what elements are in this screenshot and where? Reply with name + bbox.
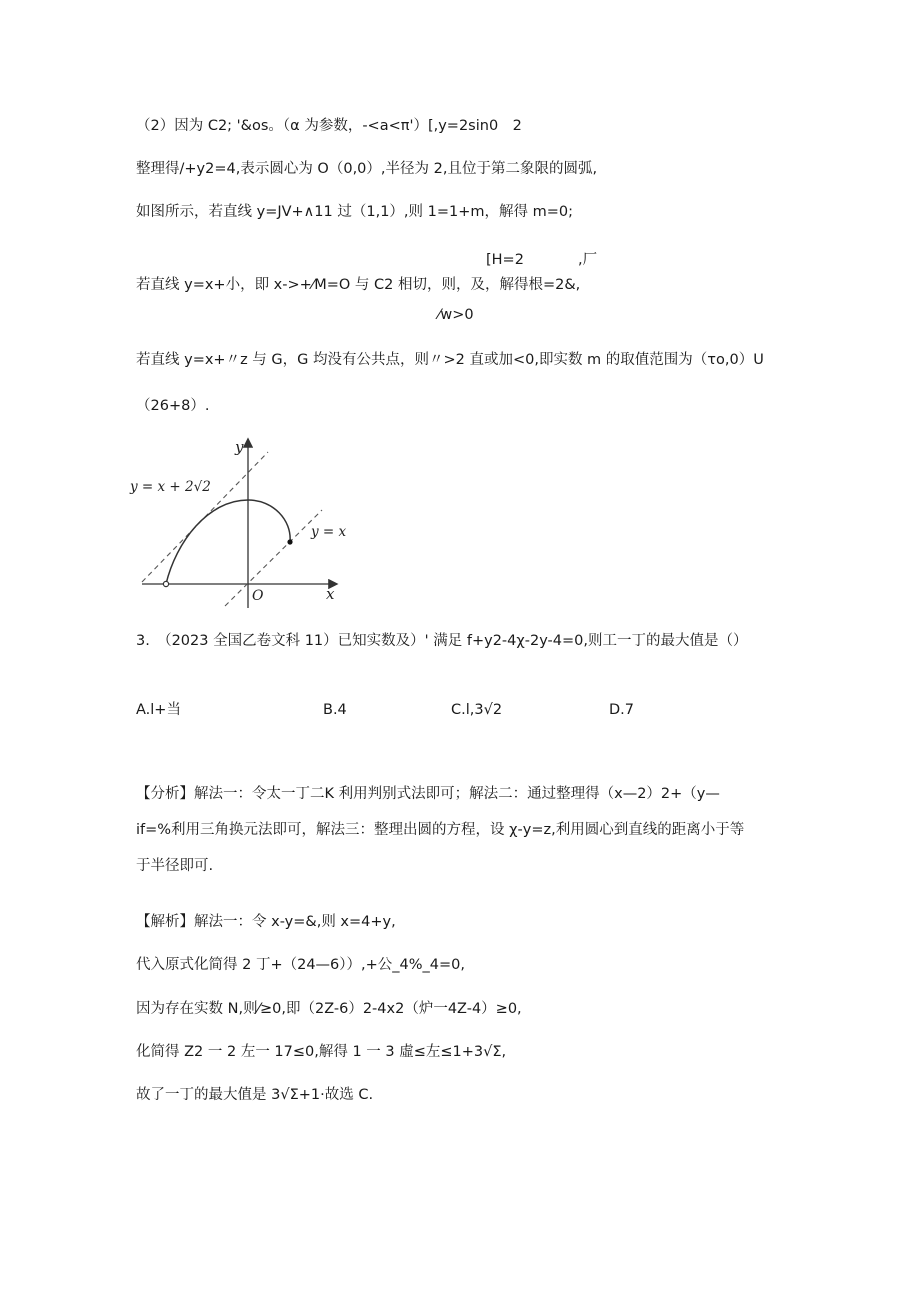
- text-line: 整理得/+y2=4,表示圆心为 O（0,0）,半径为 2,且位于第二象限的圆弧,: [136, 161, 598, 177]
- option-c: C.l,3√2: [451, 702, 503, 718]
- equation-fragment: ⁄w>0: [438, 307, 474, 323]
- analysis-line: if=%利用三角换元法即可，解法三：整理出圆的方程，设 χ-y=z,利用圆心到直线的距离小于等: [136, 822, 745, 838]
- analysis-line: 【分析】解法一：令太一丁二K 利用判别式法即可；解法二：通过整理得（x—2）2+（y—: [136, 786, 720, 802]
- question-3-stem: 3. （2023 全国乙卷文科 11）已知实数及）' 满足 f+y2-4χ-2y-4=0,则工一丁的最大值是（）: [136, 633, 748, 649]
- open-endpoint: [163, 581, 168, 586]
- text-line: （26+8）.: [136, 398, 210, 414]
- circle-arc: [166, 500, 290, 584]
- text-line: 若直线 y=x+〃z 与 G，G 均没有公共点，则〃>2 直或加<0,即实数 m 的取值范围为（τo,0）U: [136, 352, 764, 368]
- option-b: B.4: [323, 702, 347, 718]
- x-axis-label: x: [326, 585, 335, 603]
- solution-line: 【解析】解法一：令 x-y=&,则 x=4+y,: [136, 914, 396, 930]
- text-line: 若直线 y=x+小，即 x->+⁄M=O 与 C2 相切，则，及，解得根=2&,: [136, 277, 581, 293]
- equation-fragment: ,厂: [578, 252, 598, 268]
- equation-fragment: [H=2: [486, 252, 524, 268]
- option-a: A.l+当: [136, 702, 181, 718]
- solution-line: 代入原式化简得 2 丁+（24—6））,+公_4%_4=0,: [136, 957, 465, 973]
- solution-line: 故了一丁的最大值是 3√Σ+1·故选 C.: [136, 1087, 374, 1103]
- origin-label: O: [252, 588, 264, 604]
- option-d: D.7: [609, 702, 634, 718]
- solution-line: 化简得 Z2 一 2 左一 17≤0,解得 1 一 3 虛≤左≤1+3√Σ,: [136, 1044, 507, 1060]
- solution-part-2-line: （2）因为 C2; '&os。（α 为参数，-<a<π'）[,y=2sin0 2: [136, 118, 522, 134]
- line-y-equals-x: [225, 510, 322, 606]
- text-line: 如图所示，若直线 y=JV+∧11 过（1,1）,则 1=1+m，解得 m=0;: [136, 204, 574, 220]
- solution-line: 因为存在实数 N,则⁄≥0,即（2Z-6）2-4x2（炉一4Z-4）≥0,: [136, 1001, 522, 1017]
- analysis-line: 于半径即可.: [136, 858, 214, 874]
- tangent-line-label: y = x + 2√2: [130, 479, 211, 495]
- line-y-equals-x-label: y = x: [311, 524, 347, 540]
- y-axis-label: y: [235, 438, 244, 456]
- circle-arc-figure: [128, 432, 350, 610]
- closed-endpoint: [287, 539, 292, 544]
